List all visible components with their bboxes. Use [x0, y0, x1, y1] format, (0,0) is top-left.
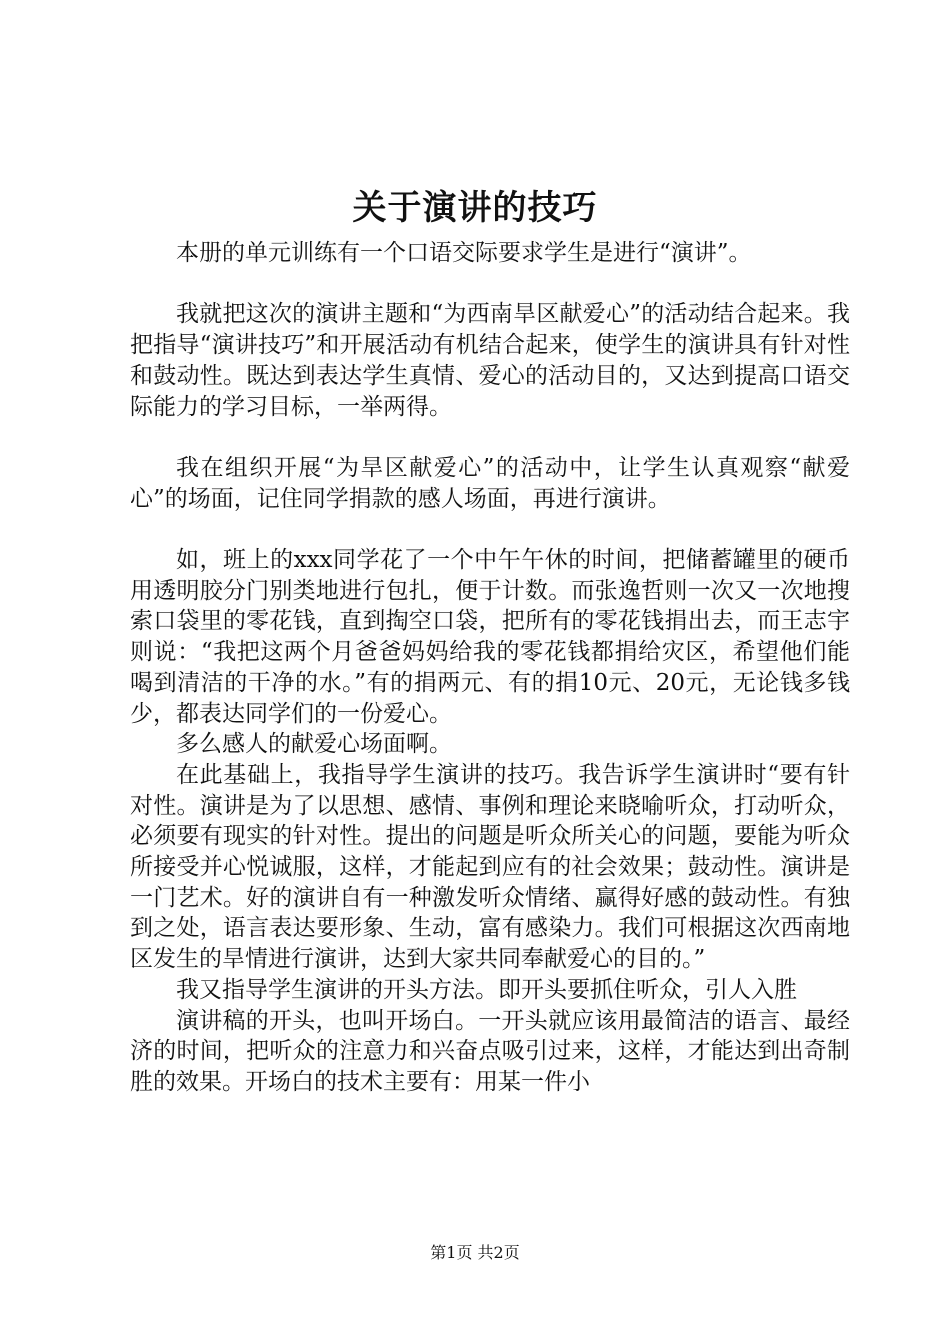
paragraph-6: 在此基础上，我指导学生演讲的技巧。我告诉学生演讲时“要有针对性。演讲是为了以思想、感情、事例和理论来晓喻听众，打动听众，必须要有现实的针对性。提出的问题是听众所关心的问题，要能为听众所接受并心悦诚服，这样，才能起到应有的社会效果；鼓动性。演讲是一门艺术。好的演讲自有一种激发听众情绪、赢得好感的鼓动性。有独到之处，语言表达要形象、生动，富有感染力。我们可根据这次西南地区发生的旱情进行演讲，达到大家共同奉献爱心的目的。” — [130, 761, 850, 973]
paragraph-2: 我就把这次的演讲主题和“为西南旱区献爱心”的活动结合起来。我把指导“演讲技巧”和开展活动有机结合起来，使学生的演讲具有针对性和鼓动性。既达到表达学生真情、爱心的活动目的，又达到提高口语交际能力的学习目标，一举两得。 — [130, 301, 850, 420]
paragraph-4: 如，班上的xxx同学花了一个中午午休的时间，把储蓄罐里的硬币用透明胶分门别类地进行包扎，便于计数。而张逸哲则一次又一次地搜索口袋里的零花钱，直到掏空口袋，把所有的零花钱捐出去，而王志宇则说：“我把这两个月爸爸妈妈给我的零花钱都捐给灾区，希望他们能喝到清洁的干净的水。”有的捐两元、有的捐10元、20元，无论钱多钱少，都表达同学们的一份爱心。 — [130, 546, 850, 727]
paragraph-8: 演讲稿的开头，也叫开场白。一开头就应该用最简洁的语言、最经济的时间，把听众的注意力和兴奋点吸引过来，这样，才能达到出奇制胜的效果。开场白的技术主要有：用某一件小 — [130, 1007, 850, 1095]
paragraph-1: 本册的单元训练有一个口语交际要求学生是进行“演讲”。 — [176, 240, 752, 266]
page-number-footer: 第1页 共2页 — [430, 1243, 520, 1262]
paragraph-3: 我在组织开展“为旱区献爱心”的活动中，让学生认真观察“献爱心”的场面，记住同学捐款的感人场面，再进行演讲。 — [130, 454, 850, 512]
paragraph-7: 我又指导学生演讲的开头方法。即开头要抓住听众，引人入胜 — [176, 976, 797, 1003]
document-body — [130, 238, 850, 1098]
paragraph-5: 多么感人的献爱心场面啊。 — [176, 731, 452, 758]
document-title: 关于演讲的技巧 — [352, 188, 598, 228]
